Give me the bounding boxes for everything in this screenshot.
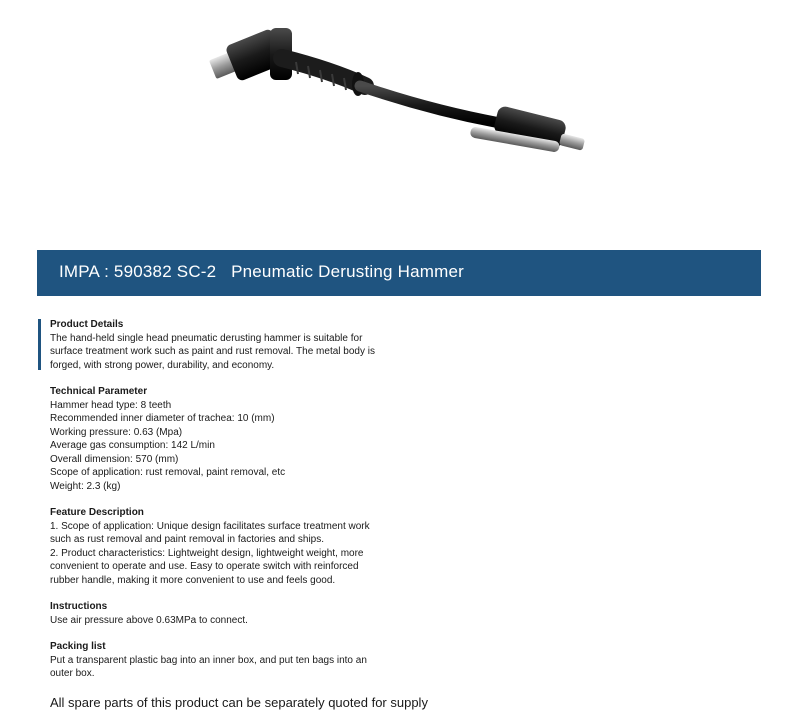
feature-description-line: 2. Product characteristics: Lightweight design, lightweight weight, more: [50, 547, 364, 559]
feature-description-heading: Feature Description: [50, 507, 144, 518]
feature-description-line: rubber handle, making it more convenient to use and feels good.: [50, 574, 336, 586]
technical-parameter-line: Average gas consumption: 142 L/min: [50, 440, 215, 451]
hose-tube: [360, 86, 500, 123]
technical-parameter-line: Recommended inner diameter of trachea: 10 (mm): [50, 413, 275, 424]
spare-parts-note: All spare parts of this product can be separately quoted for supply: [50, 695, 428, 710]
product-details-line: forged, with strong power, durability, and economy.: [50, 359, 275, 371]
valve-body: [470, 105, 585, 153]
technical-parameter-heading: Technical Parameter: [50, 386, 148, 397]
packing-list-line: Put a transparent plastic bag into an inner box, and put ten bags into an: [50, 654, 367, 666]
feature-description-line: such as rust removal and paint removal in factories and ships.: [50, 534, 325, 545]
technical-parameter-line: Weight: 2.3 (kg): [50, 480, 121, 492]
title-banner: [37, 250, 761, 296]
technical-parameter-line: Scope of application: rust removal, paint removal, etc: [50, 467, 286, 478]
technical-parameter-line: Working pressure: 0.63 (Mpa): [50, 426, 183, 438]
product-details-heading: Product Details: [50, 319, 124, 330]
instructions-line: Use air pressure above 0.63MPa to connect.: [50, 614, 248, 626]
product-details-line: surface treatment work such as paint and rust removal. The metal body is: [50, 346, 375, 357]
packing-list-heading: Packing list: [50, 641, 106, 652]
packing-list-section: [50, 640, 410, 681]
rubber-grip: [282, 58, 365, 96]
technical-parameter-line: Overall dimension: 570 (mm): [50, 453, 179, 465]
product-details-line: The hand-held single head pneumatic derusting hammer is suitable for: [50, 332, 363, 344]
product-image: [200, 18, 600, 178]
technical-parameter-section: [50, 385, 410, 493]
packing-list-line: outer box.: [50, 668, 95, 679]
feature-description-section: [50, 506, 410, 587]
product-details-content: [50, 318, 410, 681]
section-accent-bar: [38, 319, 41, 370]
technical-parameter-line: Hammer head type: 8 teeth: [50, 399, 172, 411]
instructions-heading: Instructions: [50, 601, 108, 612]
product-details-section: [50, 318, 410, 372]
instructions-section: [50, 600, 410, 627]
page-title: IMPA : 590382 SC-2 Pneumatic Derusting Hammer: [59, 262, 464, 281]
feature-description-line: 1. Scope of application: Unique design facilitates surface treatment work: [50, 520, 370, 532]
feature-description-line: convenient to operate and use. Easy to operate switch with reinforced: [50, 561, 359, 572]
